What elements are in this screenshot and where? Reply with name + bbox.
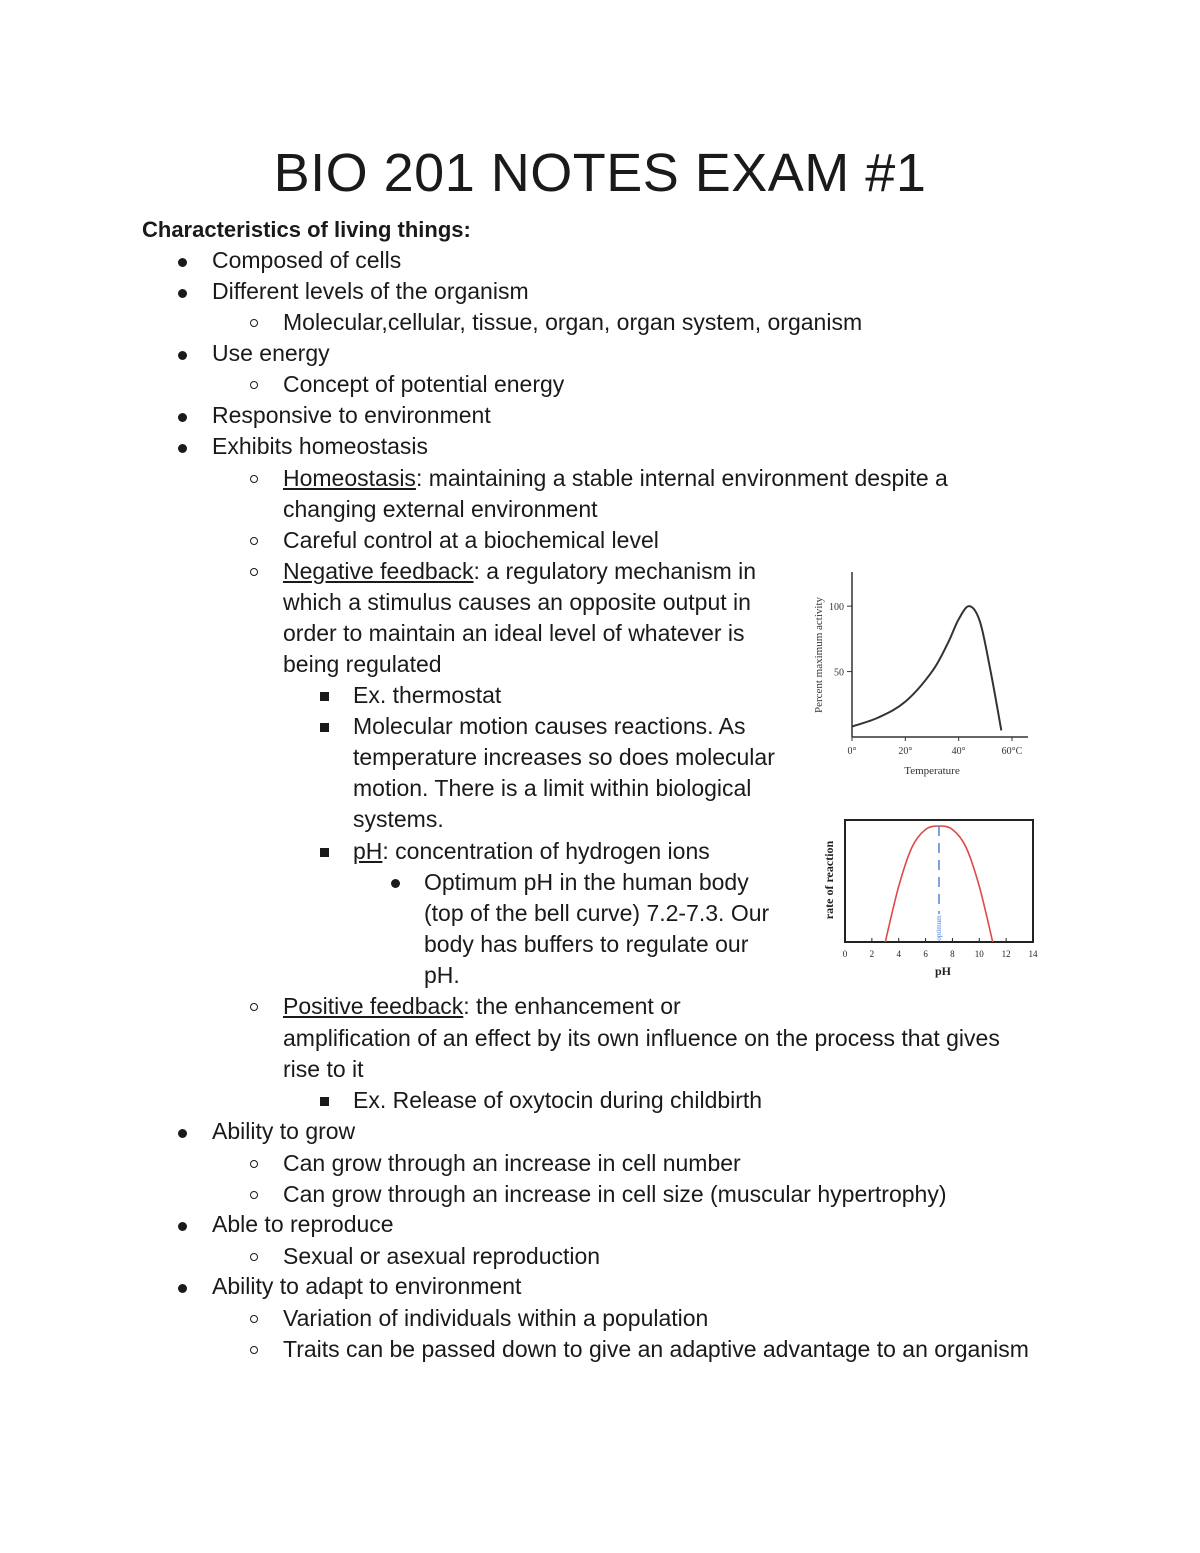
x-tick-label: 0 xyxy=(842,949,848,959)
list-item: Composed of cells xyxy=(212,247,402,273)
x-axis-label: pH xyxy=(934,964,952,978)
activity-curve xyxy=(852,606,1001,730)
y-tick-label: 100 xyxy=(829,602,844,614)
list-item: Molecular,cellular, tissue, organ, organ system, organism xyxy=(283,309,863,335)
bullet-circle xyxy=(250,319,258,327)
bullet-dot xyxy=(178,1129,187,1138)
list-item: Ability to adapt to environment xyxy=(212,1273,522,1299)
bullet-dot xyxy=(391,879,400,888)
list-item: Able to reproduce xyxy=(212,1211,394,1237)
list-item-continued: temperature increases so does molecular xyxy=(353,744,775,770)
list-item-continued: changing external environment xyxy=(283,496,598,522)
x-tick-label: 8 xyxy=(950,949,955,959)
list-item-continued: rise to it xyxy=(283,1056,364,1082)
y-axis-label: Percent maximum activity xyxy=(813,596,825,714)
bullet-square xyxy=(320,692,329,701)
list-item-continued: systems. xyxy=(353,806,444,832)
y-tick-label: 50 xyxy=(834,667,844,679)
y-axis-label: rate of reaction xyxy=(822,840,836,920)
bullet-circle xyxy=(250,1003,258,1011)
x-tick-label: 40° xyxy=(951,746,966,757)
bullet-circle xyxy=(250,1160,258,1168)
bullet-circle xyxy=(250,568,258,576)
bullet-dot xyxy=(178,413,187,422)
x-axis-label: Temperature xyxy=(904,765,960,777)
bullet-square xyxy=(320,848,329,857)
list-item: Ex. thermostat xyxy=(353,682,502,708)
bullet-circle xyxy=(250,381,258,389)
bullet-dot xyxy=(178,1222,187,1231)
list-item: Use energy xyxy=(212,340,330,366)
list-item: Concept of potential energy xyxy=(283,371,565,397)
list-item: Exhibits homeostasis xyxy=(212,433,429,459)
definition-text: : a regulatory mechanism in xyxy=(473,558,757,584)
x-tick-label: 14 xyxy=(1028,949,1038,959)
bullet-circle xyxy=(250,537,258,545)
definition-text: : the enhancement or xyxy=(463,993,681,1019)
list-item-continued: which a stimulus causes an opposite output in xyxy=(283,589,751,615)
x-tick-label: 12 xyxy=(1001,949,1011,959)
bullet-dot xyxy=(178,444,187,453)
list-item-continued: being regulated xyxy=(283,651,442,677)
list-item xyxy=(283,556,756,587)
term-homeostasis: Homeostasis xyxy=(283,465,416,491)
term-positive-feedback: Positive feedback xyxy=(283,993,464,1019)
bullet-dot xyxy=(178,258,187,267)
bullet-dot xyxy=(178,1284,187,1293)
term-negative-feedback: Negative feedback xyxy=(283,558,474,584)
bullet-dot xyxy=(178,289,187,298)
bullet-square xyxy=(320,1097,329,1106)
list-item-continued: (top of the bell curve) 7.2-7.3. Our xyxy=(424,900,770,926)
list-item-continued: amplification of an effect by its own influence on the process that gives xyxy=(283,1025,1000,1051)
list-item: Can grow through an increase in cell size (muscular hypertrophy) xyxy=(283,1181,947,1207)
list-item xyxy=(353,836,710,867)
bullet-square xyxy=(320,723,329,732)
x-tick-label: 10 xyxy=(974,949,984,959)
list-item: Responsive to environment xyxy=(212,402,491,428)
list-item: Careful control at a biochemical level xyxy=(283,527,659,553)
list-item: Different levels of the organism xyxy=(212,278,529,304)
definition-text: : concentration of hydrogen ions xyxy=(382,838,710,864)
list-item: Variation of individuals within a population xyxy=(283,1305,709,1331)
list-item: Optimum pH in the human body xyxy=(424,869,749,895)
list-item-continued: motion. There is a limit within biological xyxy=(353,775,752,801)
list-item: Can grow through an increase in cell number xyxy=(283,1150,741,1176)
temperature-activity-chart xyxy=(800,560,1040,785)
bullet-circle xyxy=(250,1315,258,1323)
page-title: BIO 201 NOTES EXAM #1 xyxy=(273,143,927,203)
x-tick-label: 4 xyxy=(896,949,901,959)
bullet-dot xyxy=(178,351,187,360)
section-heading: Characteristics of living things: xyxy=(142,217,471,242)
x-tick-label: 0° xyxy=(847,746,857,757)
x-tick-label: 2 xyxy=(869,949,875,959)
list-item-continued: order to maintain an ideal level of whatever is xyxy=(283,620,745,646)
term-ph: pH xyxy=(353,838,383,864)
list-item-continued: body has buffers to regulate our xyxy=(424,931,749,957)
list-item xyxy=(283,991,681,1022)
bullet-circle xyxy=(250,1346,258,1354)
list-item xyxy=(283,463,948,494)
list-item-continued: pH. xyxy=(424,962,460,988)
ph-rate-chart xyxy=(815,812,1045,987)
list-item: Molecular motion causes reactions. As xyxy=(353,713,746,739)
bullet-circle xyxy=(250,1253,258,1261)
x-tick-label: 20° xyxy=(898,746,913,757)
x-tick-label: 60°C xyxy=(1001,746,1023,757)
optimum-label: optimum xyxy=(935,915,943,941)
x-tick-label: 6 xyxy=(923,949,928,959)
bullet-circle xyxy=(250,475,258,483)
list-item: Sexual or asexual reproduction xyxy=(283,1243,601,1269)
definition-text: : maintaining a stable internal environment despite a xyxy=(415,465,948,491)
list-item: Traits can be passed down to give an adaptive advantage to an organism xyxy=(283,1336,1029,1362)
list-item: Ability to grow xyxy=(212,1118,356,1144)
list-item: Ex. Release of oxytocin during childbirth xyxy=(353,1087,763,1113)
bullet-circle xyxy=(250,1191,258,1199)
